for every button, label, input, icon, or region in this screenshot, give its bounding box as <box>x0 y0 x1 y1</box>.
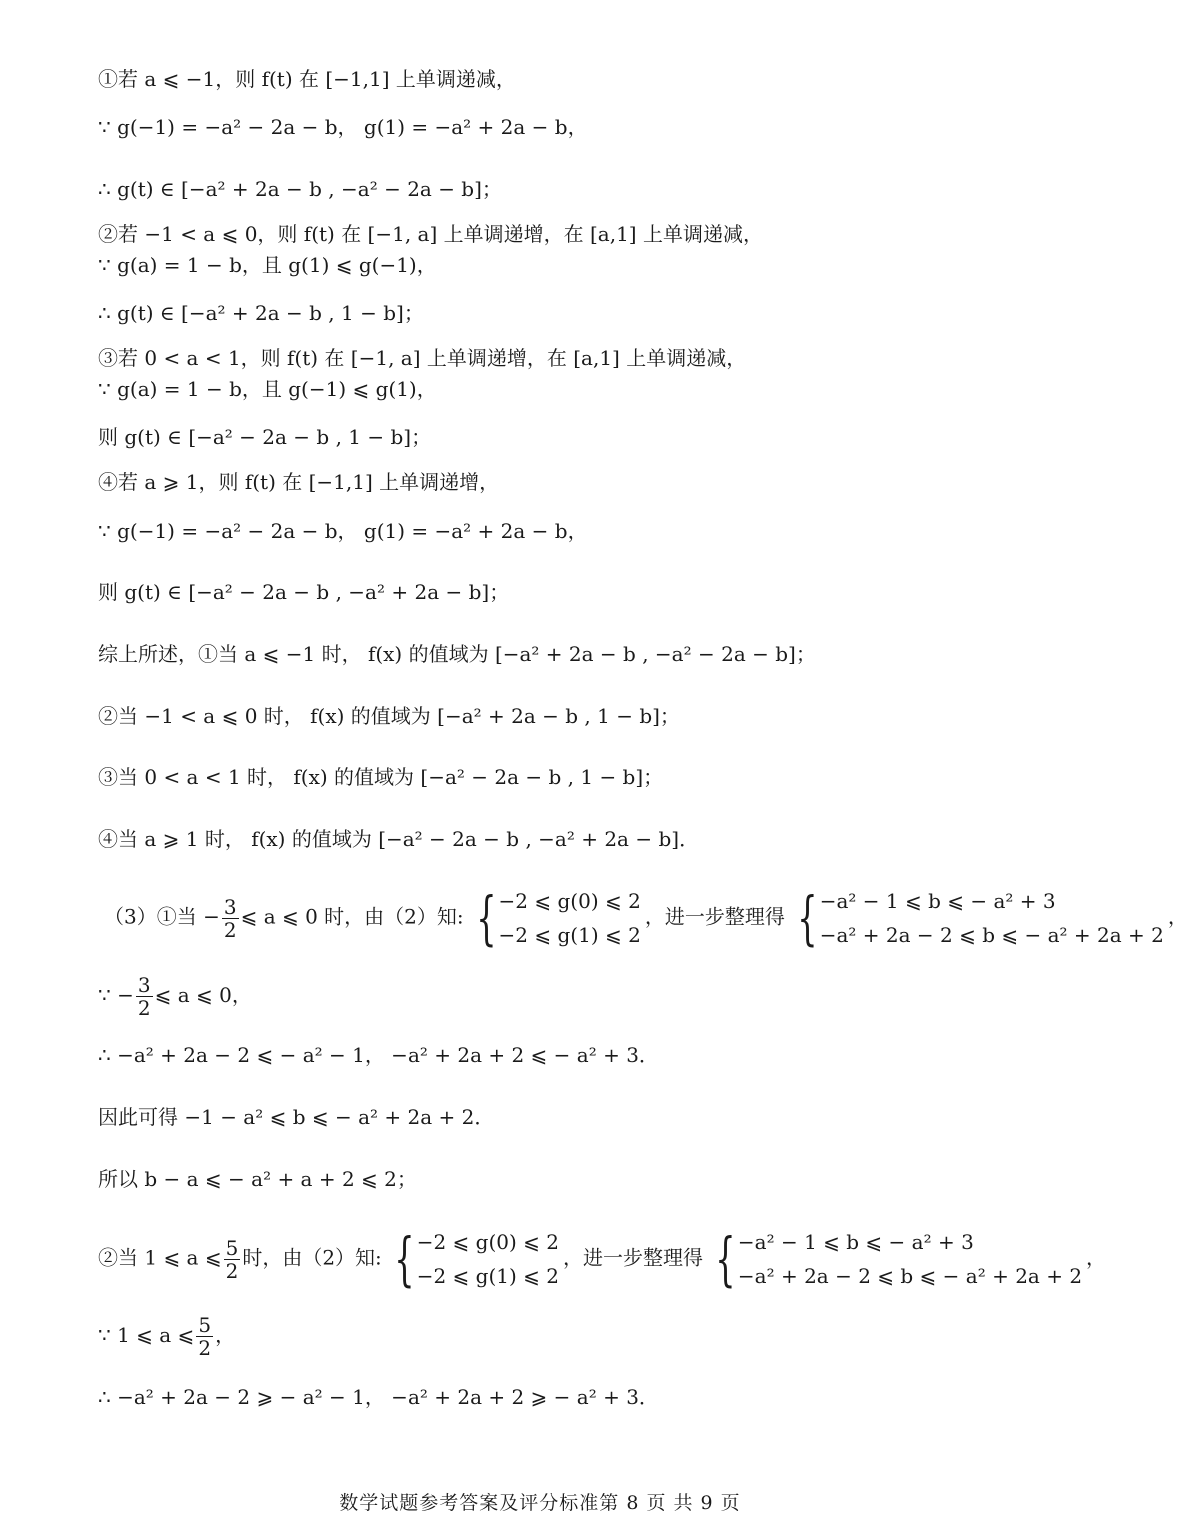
case-2-text: ②若 −1 < a ⩽ 0，则 f(t) 在 [−1, a] 上单调递增，在 [a,1] 上单调递减， <box>98 222 763 246</box>
summary-case-4: ④当 a ⩾ 1 时， f(x) 的值域为 [−a² − 2a − b , −a² + 2a − b]． <box>98 827 700 851</box>
part3-case1-tail: ， <box>1167 904 1188 929</box>
left-brace-icon: { <box>475 884 497 952</box>
since-prefix: ∵ 1 ⩽ a ⩽ <box>98 1323 195 1347</box>
summary-case-1: 综上所述，①当 a ⩽ −1 时， f(x) 的值域为 [−a² + 2a − b , −a² − 2a − b]； <box>98 642 816 666</box>
system-row: −a² + 2a − 2 ⩽ b ⩽ − a² + 2a + 2 <box>737 1264 1083 1288</box>
part3-case2-tail: ， <box>1086 1245 1107 1270</box>
case2-since-line <box>98 1310 1040 1360</box>
case1-therefore: ∴ −a² + 2a − 2 ⩽ − a² − 1， −a² + 2a + 2 ⩽ − a² + 3． <box>98 1043 659 1067</box>
case-1-values: ∵ g(−1) = −a² − 2a − b， g(1) = −a² + 2a − b， <box>98 115 588 139</box>
system-row: −a² + 2a − 2 ⩽ b ⩽ − a² + 2a + 2 <box>819 923 1164 947</box>
frac-denominator: 2 <box>137 996 151 1020</box>
left-brace-icon: { <box>394 1225 415 1293</box>
since-suffix: ， <box>215 1323 236 1347</box>
frac-denominator: 2 <box>223 917 237 942</box>
case-3-range: 则 g(t) ∈ [−a² − 2a − b , 1 − b]； <box>98 425 432 449</box>
part3-case2-cond: 时，由（2）知: <box>242 1245 382 1270</box>
case-2-values: ∵ g(a) = 1 − b，且 g(1) ⩽ g(−1)， <box>98 253 437 277</box>
case1-since-line <box>98 970 1040 1020</box>
since-prefix: ∵ − <box>98 983 134 1007</box>
inequality-system-g <box>386 1225 559 1293</box>
part3-case1-mid: ，进一步整理得 <box>644 904 785 929</box>
since-suffix: ⩽ a ⩽ 0， <box>154 983 252 1007</box>
frac-denominator: 2 <box>198 1336 212 1360</box>
part3-case2-mid: ，进一步整理得 <box>563 1245 703 1270</box>
case1-hence: 因此可得 −1 − a² ⩽ b ⩽ − a² + 2a + 2． <box>98 1105 495 1129</box>
case-4-values: ∵ g(−1) = −a² − 2a − b， g(1) = −a² + 2a − b， <box>98 519 588 543</box>
part3-case1-line <box>104 884 1188 952</box>
summary-case-2: ②当 −1 < a ⩽ 0 时， f(x) 的值域为 [−a² + 2a − b , 1 − b]； <box>98 704 680 728</box>
case-4-range: 则 g(t) ∈ [−a² − 2a − b , −a² + 2a − b]； <box>98 580 510 604</box>
system-row: −2 ⩽ g(0) ⩽ 2 <box>416 1230 559 1254</box>
frac-denominator: 2 <box>225 1258 239 1283</box>
case1-conclusion: 所以 b − a ⩽ − a² + a + 2 ⩽ 2； <box>98 1167 417 1191</box>
part3-case1-cond: ⩽ a ⩽ 0 时，由（2）知: <box>240 904 464 929</box>
case-3-values: ∵ g(a) = 1 − b，且 g(−1) ⩽ g(1)， <box>98 377 437 401</box>
system-row: −a² − 1 ⩽ b ⩽ − a² + 3 <box>737 1230 974 1254</box>
left-brace-icon: { <box>797 884 818 952</box>
case-4-text: ④若 a ⩾ 1，则 f(t) 在 [−1,1] 上单调递增， <box>98 470 500 494</box>
frac-numerator: 3 <box>137 973 151 997</box>
frac-numerator: 5 <box>225 1235 239 1260</box>
case-2-range: ∴ g(t) ∈ [−a² + 2a − b , 1 − b]； <box>98 301 424 325</box>
system-row: −2 ⩽ g(1) ⩽ 2 <box>416 1264 559 1288</box>
fraction-three-halves <box>136 974 153 1019</box>
left-brace-icon: { <box>715 1225 736 1293</box>
page-footer: 数学试题参考答案及评分标准第 8 页 共 9 页 <box>339 1492 741 1514</box>
frac-numerator: 3 <box>223 894 237 919</box>
system-row: −a² − 1 ⩽ b ⩽ − a² + 3 <box>819 889 1056 913</box>
system-row: −2 ⩽ g(0) ⩽ 2 <box>498 889 641 913</box>
inequality-system-g <box>468 884 641 952</box>
fraction-three-halves <box>222 896 239 941</box>
case-1-range: ∴ g(t) ∈ [−a² + 2a − b , −a² − 2a − b]； <box>98 177 502 201</box>
inequality-system-b <box>789 884 1164 952</box>
case-3-text: ③若 0 < a < 1，则 f(t) 在 [−1, a] 上单调递增，在 [a,1] 上单调递减， <box>98 346 747 370</box>
part3-case2-line <box>98 1225 1107 1293</box>
case-1-text: ①若 a ⩽ −1，则 f(t) 在 [−1,1] 上单调递减， <box>98 67 516 91</box>
system-row: −2 ⩽ g(1) ⩽ 2 <box>498 923 641 947</box>
frac-numerator: 5 <box>198 1313 212 1337</box>
part3-case2-prefix: ②当 1 ⩽ a ⩽ <box>98 1245 222 1270</box>
fraction-five-halves <box>224 1237 241 1282</box>
part3-case1-prefix: （3）①当 − <box>104 904 220 929</box>
inequality-system-b <box>707 1225 1082 1293</box>
case2-therefore: ∴ −a² + 2a − 2 ⩾ − a² − 1， −a² + 2a + 2 ⩾ − a² + 3． <box>98 1385 659 1409</box>
summary-case-3: ③当 0 < a < 1 时， f(x) 的值域为 [−a² − 2a − b , 1 − b]； <box>98 765 664 789</box>
fraction-five-halves <box>196 1314 213 1359</box>
